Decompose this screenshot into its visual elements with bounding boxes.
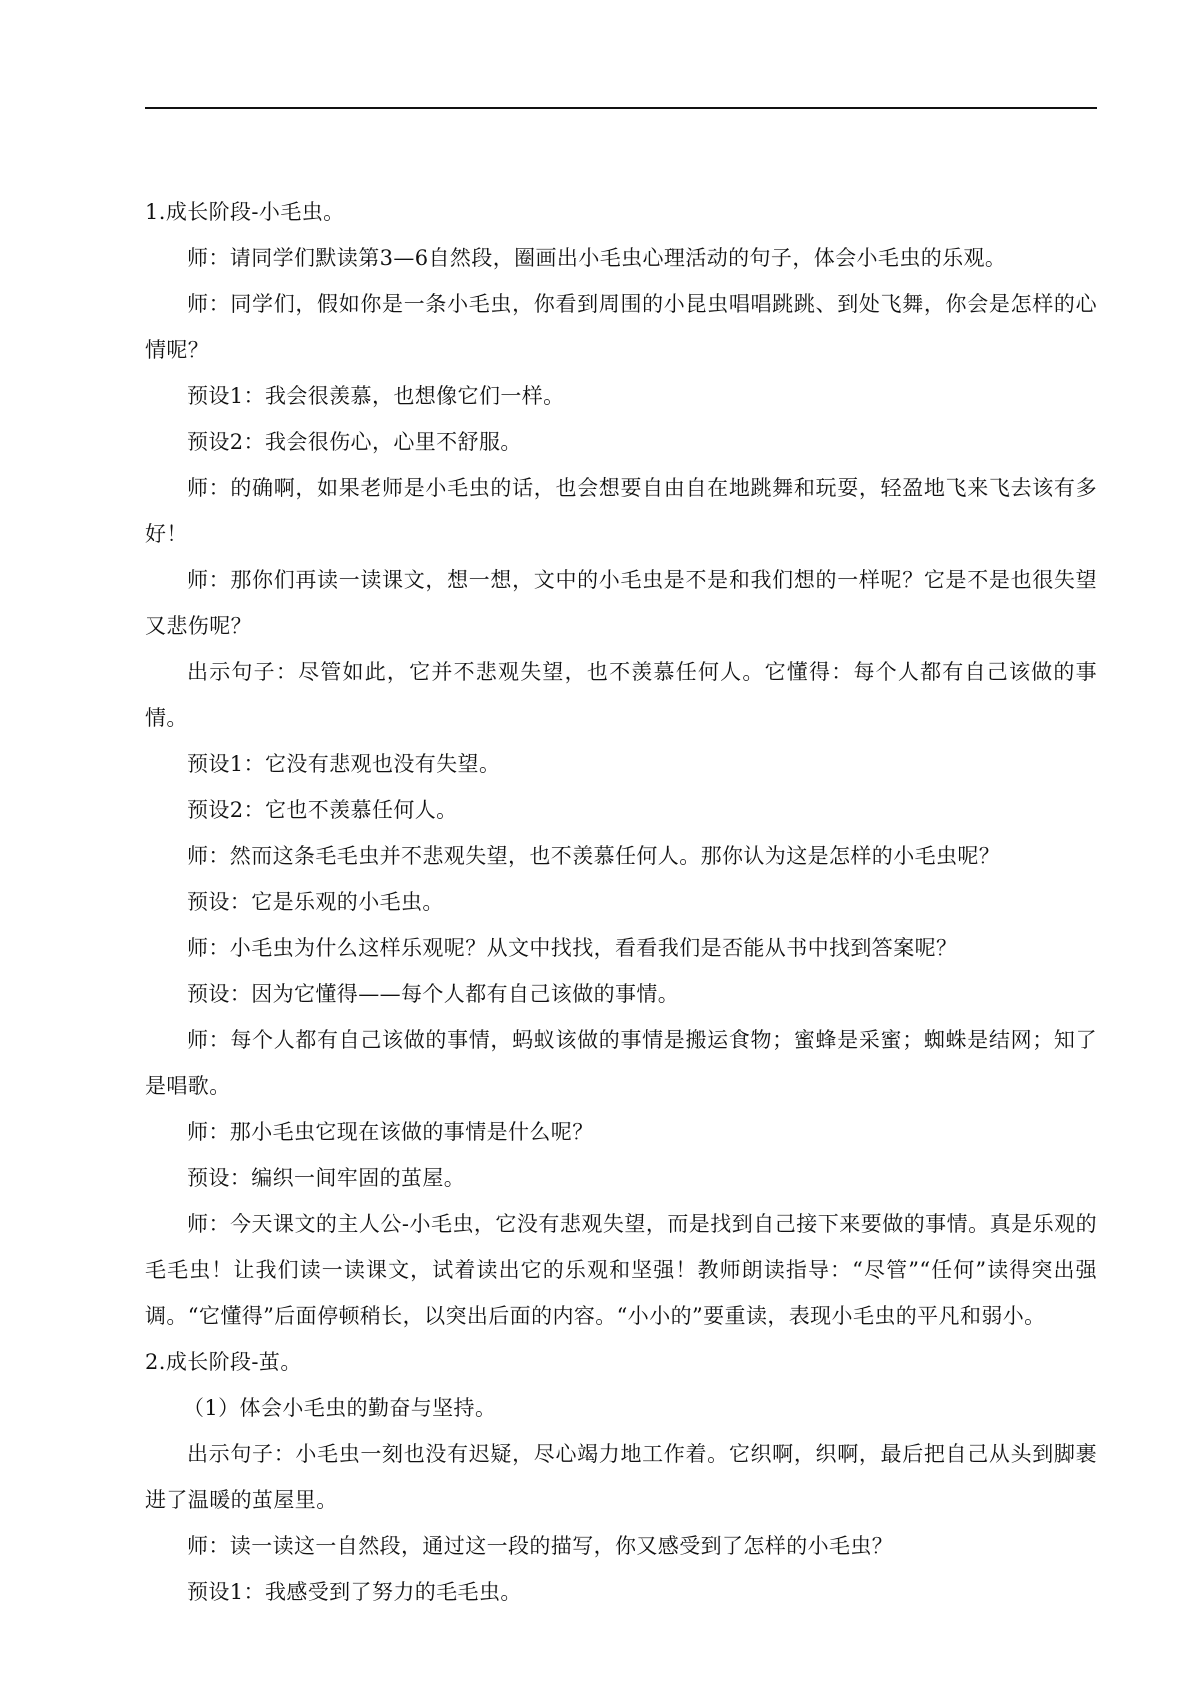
paragraph: 师：今天课文的主人公-小毛虫，它没有悲观失望，而是找到自己接下来要做的事情。真是乐观的毛毛虫！让我们读一读课文，试着读出它的乐观和坚强！教师朗读指导：“尽管”“任何”读得突出强调。“它懂得”后面停顿稍长，以突出后面的内容。“小小的”要重读，表现小毛虫的平凡和弱小。 (145, 1212, 1097, 1328)
paragraph: 师：小毛虫为什么这样乐观呢？从文中找找，看看我们是否能从书中找到答案呢？ (187, 936, 958, 960)
paragraph: 出示句子：尽管如此，它并不悲观失望，也不羡慕任何人。它懂得：每个人都有自己该做的事情。 (145, 660, 1097, 730)
paragraph: 师：然而这条毛毛虫并不悲观失望，也不羡慕任何人。那你认为这是怎样的小毛虫呢？ (187, 844, 1001, 868)
paragraph: 预设1：我感受到了努力的毛毛虫。 (187, 1580, 522, 1604)
sub-heading: （1）体会小毛虫的勤奋与坚持。 (183, 1396, 497, 1420)
paragraph: 预设1：它没有悲观也没有失望。 (187, 752, 501, 776)
paragraph: 预设2：它也不羡慕任何人。 (187, 798, 458, 822)
header-rule (145, 107, 1097, 109)
paragraph: 师：的确啊，如果老师是小毛虫的话，也会想要自由自在地跳舞和玩耍，轻盈地飞来飞去该有多好！ (145, 476, 1097, 546)
section-heading: 2.成长阶段-茧。 (145, 1350, 302, 1374)
document-body (145, 189, 1097, 1615)
paragraph: 师：每个人都有自己该做的事情，蚂蚁该做的事情是搬运食物；蜜蜂是采蜜；蜘蛛是结网；知了是唱歌。 (145, 1028, 1097, 1098)
paragraph: 师：请同学们默读第3—6自然段，圈画出小毛虫心理活动的句子，体会小毛虫的乐观。 (187, 246, 1007, 270)
paragraph: 预设：编织一间牢固的茧屋。 (187, 1166, 466, 1190)
paragraph: 师：同学们，假如你是一条小毛虫，你看到周围的小昆虫唱唱跳跳、到处飞舞，你会是怎样的心情呢？ (145, 292, 1097, 362)
paragraph: 出示句子：小毛虫一刻也没有迟疑，尽心竭力地工作着。它织啊，织啊，最后把自己从头到脚裹进了温暖的茧屋里。 (145, 1442, 1097, 1512)
paragraph: 师：那小毛虫它现在该做的事情是什么呢？ (187, 1120, 594, 1144)
paragraph: 预设：因为它懂得——每个人都有自己该做的事情。 (187, 982, 680, 1006)
paragraph: 师：那你们再读一读课文，想一想，文中的小毛虫是不是和我们想的一样呢？它是不是也很失望又悲伤呢？ (145, 568, 1097, 638)
paragraph: 师：读一读这一自然段，通过这一段的描写，你又感受到了怎样的小毛虫？ (187, 1534, 894, 1558)
section-heading: 1.成长阶段-小毛虫。 (145, 200, 345, 224)
paragraph: 预设2：我会很伤心，心里不舒服。 (187, 430, 522, 454)
paragraph: 预设：它是乐观的小毛虫。 (187, 890, 444, 914)
paragraph: 预设1：我会很羡慕，也想像它们一样。 (187, 384, 565, 408)
